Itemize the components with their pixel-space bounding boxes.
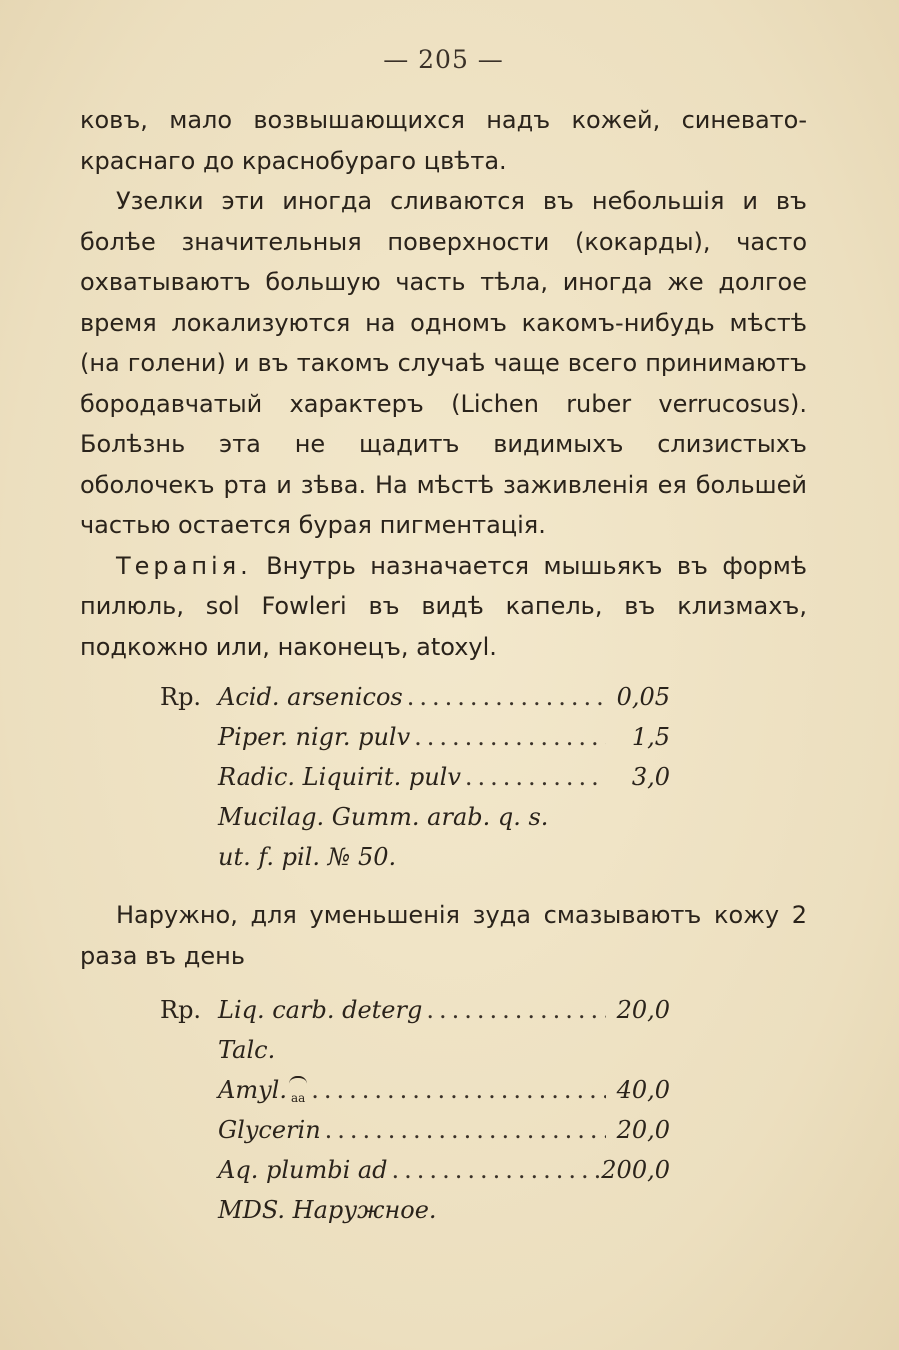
rx-ingredient: Radic. Liquirit. pulv xyxy=(218,763,461,791)
rx-instruction: ut. f. pil. № 50. xyxy=(218,843,397,871)
rx-ingredient: Amyl. aa xyxy=(218,1070,307,1118)
rx-line xyxy=(160,990,670,1030)
ana-symbol: aa xyxy=(289,1076,307,1118)
rx-instruction: Mucilag. Gumm. arab. q. s. xyxy=(218,803,549,831)
rx-ingredient: Acid. arsenicos xyxy=(218,683,403,711)
rx-line xyxy=(160,797,670,837)
rx-ingredient: Liq. carb. deterg xyxy=(218,996,423,1024)
therapy-term: Терапія. xyxy=(116,551,252,580)
rx-line xyxy=(160,757,670,797)
rx-leader-dots xyxy=(410,717,606,757)
paragraph-therapy xyxy=(80,546,807,668)
paragraph-lichen-description: Узелки эти иногда сливаются въ небольшія и въ болѣе значительныя поверхности (кокарды), часто охватываютъ большую часть тѣла, иногда же долгое время локализуются на одномъ какомъ-нибудь мѣстѣ (на голени) и въ такомъ случаѣ чаще всего принимаютъ бородавчатый характеръ (Lichen ruber verrucosus). Болѣзнь эта не щадитъ видимыхъ слизистыхъ оболочекъ рта и зѣва. На мѣстѣ заживленія ея большей частью остается бурая пигментація. xyxy=(80,187,807,539)
rx-leader-dots xyxy=(307,1070,606,1110)
rx-quantity: 0,05 xyxy=(616,683,670,711)
therapy-text: Внутрь назначается мышьякъ въ формѣ пилюль, sol Fowleri въ видѣ капель, въ клизмахъ, подкожно или, наконецъ, atoxyl. xyxy=(80,551,807,661)
rx-ingredient: Talc. xyxy=(218,1036,276,1064)
rx-instruction: MDS. Наружное. xyxy=(218,1196,437,1224)
rx-line xyxy=(160,1150,670,1190)
rx-line xyxy=(160,717,670,757)
prescription-1 xyxy=(160,677,670,877)
rx-leader-dots xyxy=(321,1110,606,1150)
rx-quantity: 40,0 xyxy=(616,1076,670,1104)
rx-leader-dots xyxy=(388,1150,602,1190)
rx-line xyxy=(160,1110,670,1150)
rx-line xyxy=(160,1070,670,1110)
rx-leader-dots xyxy=(422,990,606,1030)
rx-quantity: 200,0 xyxy=(601,1156,670,1184)
rx-quantity: 20,0 xyxy=(616,1116,670,1144)
paragraph-external-use: Наружно, для уменьшенія зуда смазываютъ кожу 2 раза въ день xyxy=(80,901,807,970)
rx-line xyxy=(160,837,670,877)
rx-quantity: 20,0 xyxy=(616,996,670,1024)
rx-line xyxy=(160,677,670,717)
rx-line xyxy=(160,1030,670,1070)
rx-leader-dots xyxy=(461,757,606,797)
rx-line xyxy=(160,1190,670,1230)
rx-quantity: 1,5 xyxy=(631,723,670,751)
rx-ingredient: Glycerin xyxy=(218,1116,321,1144)
prescription-2 xyxy=(160,990,670,1230)
page-number: — 205 — xyxy=(383,45,504,74)
rx-ingredient: Aq. plumbi ad xyxy=(218,1156,388,1184)
rx-quantity: 3,0 xyxy=(631,763,670,791)
rx-prefix: Rp. xyxy=(160,996,202,1024)
rx-ingredient: Piper. nigr. pulv xyxy=(218,723,411,751)
rx-prefix: Rp. xyxy=(160,683,202,711)
rx-leader-dots xyxy=(403,677,606,717)
paragraph-continuation: ковъ, мало возвышающихся надъ кожей, синевато-краснаго до краснобураго цвѣта. xyxy=(80,106,807,175)
